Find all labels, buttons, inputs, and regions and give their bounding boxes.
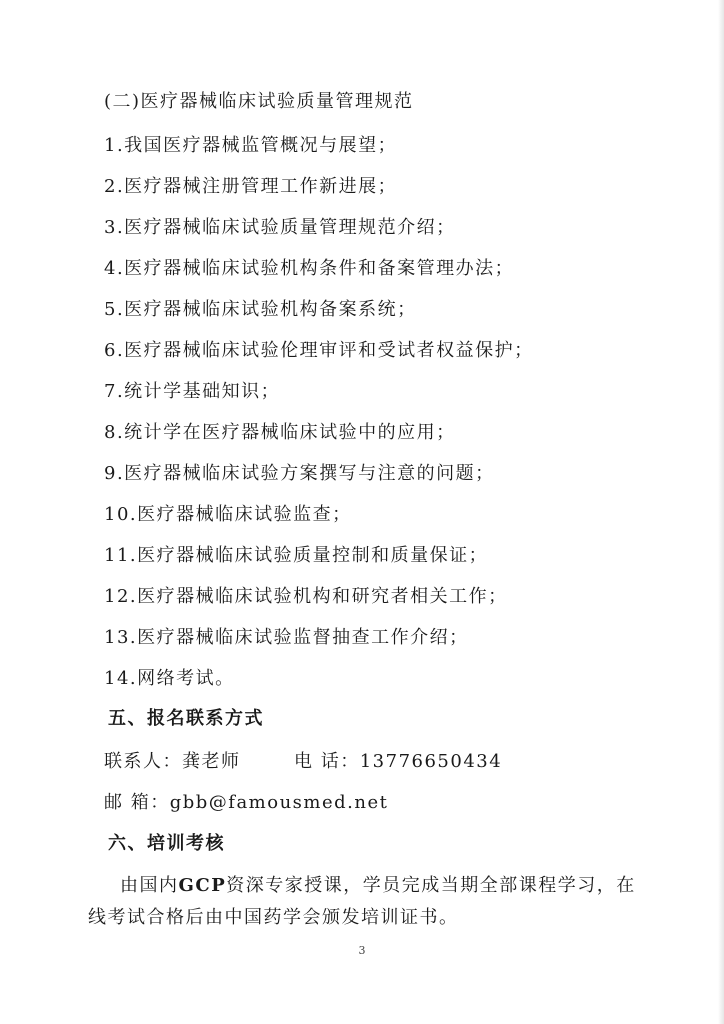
- list-item: 11.医疗器械临床试验质量控制和质量保证；: [104, 545, 489, 566]
- list-item: 4.医疗器械临床试验机构条件和备案管理办法；: [104, 258, 515, 279]
- contact-phone: 电 话：13776650434: [294, 751, 503, 772]
- contact-email: 邮 箱：gbb@famousmed.net: [104, 792, 389, 813]
- section-five-title: 五、报名联系方式: [108, 708, 264, 729]
- list-item: 7.统计学基础知识；: [104, 381, 281, 402]
- list-item: 6.医疗器械临床试验伦理审评和受试者权益保护；: [104, 340, 534, 361]
- para-rest: 资深专家授课，学员完成当期全部课程学习，在线考试合格后由中国药学会颁发培训证书。: [88, 875, 636, 928]
- subsection-heading: (二)医疗器械临床试验质量管理规范: [104, 91, 414, 112]
- page-number: 3: [358, 944, 366, 957]
- assessment-paragraph: [88, 870, 648, 934]
- para-prefix: 由国内: [120, 875, 179, 896]
- para-gcp: GCP: [178, 875, 227, 896]
- list-item: 3.医疗器械临床试验质量管理规范介绍；: [104, 217, 456, 238]
- list-item: 10.医疗器械临床试验监查；: [104, 504, 352, 525]
- list-item: 13.医疗器械临床试验监督抽查工作介绍；: [104, 627, 469, 648]
- list-item: 2.医疗器械注册管理工作新进展；: [104, 176, 398, 197]
- list-item: 5.医疗器械临床试验机构备案系统；: [104, 299, 417, 320]
- page-edge: [718, 0, 724, 1024]
- section-six-title: 六、培训考核: [108, 833, 225, 854]
- contact-person: 联系人：龚老师: [104, 751, 241, 772]
- list-item: 12.医疗器械临床试验机构和研究者相关工作；: [104, 586, 508, 607]
- contact-row: [104, 750, 503, 774]
- list-item: 9.医疗器械临床试验方案撰写与注意的问题；: [104, 463, 495, 484]
- list-item: 14.网络考试。: [104, 668, 235, 689]
- list-item: 8.统计学在医疗器械临床试验中的应用；: [104, 422, 456, 443]
- list-item: 1.我国医疗器械监管概况与展望；: [104, 135, 398, 156]
